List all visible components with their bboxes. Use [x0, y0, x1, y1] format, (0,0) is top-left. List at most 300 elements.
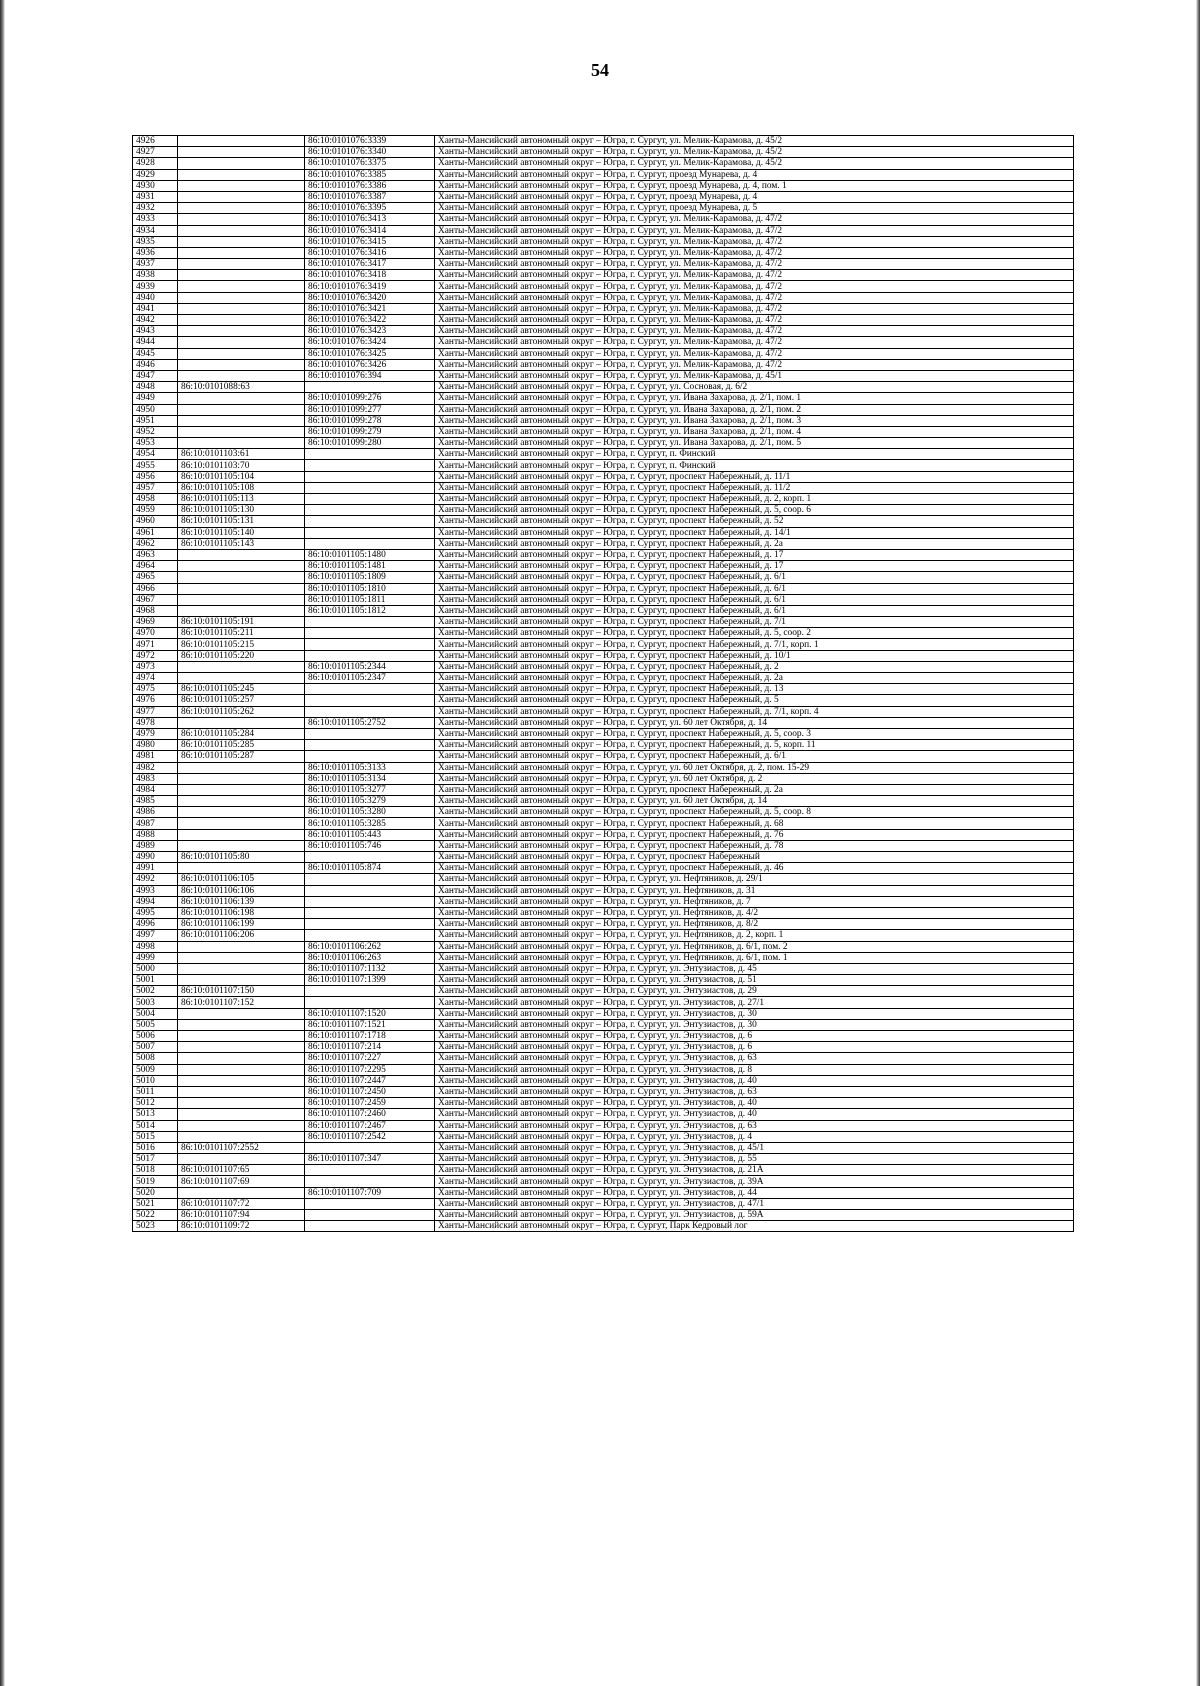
building-cadastral-number-cell: 86:10:0101105:3279: [305, 796, 435, 807]
address-cell: Ханты-Мансийский автономный округ – Югра, г. Сургут, ул. Нефтяников, д. 7: [435, 896, 1074, 907]
building-cadastral-number-cell: 86:10:0101107:2447: [305, 1075, 435, 1086]
address-cell: Ханты-Мансийский автономный округ – Югра, г. Сургут, проспект Набережный, д. 6/1: [435, 605, 1074, 616]
row-number-cell: 4949: [133, 393, 178, 404]
address-cell: Ханты-Мансийский автономный округ – Югра, г. Сургут, ул. Энтузиастов, д. 21А: [435, 1165, 1074, 1176]
land-cadastral-number-cell: [178, 158, 305, 169]
table-row: [133, 1031, 1074, 1042]
building-cadastral-number-cell: 86:10:0101107:214: [305, 1042, 435, 1053]
table-row: [133, 572, 1074, 583]
address-cell: Ханты-Мансийский автономный округ – Югра, г. Сургут, ул. Энтузиастов, д. 63: [435, 1053, 1074, 1064]
row-number-cell: 5007: [133, 1042, 178, 1053]
address-cell: Ханты-Мансийский автономный округ – Югра, г. Сургут, ул. Энтузиастов, д. 45/1: [435, 1142, 1074, 1153]
address-cell: Ханты-Мансийский автономный округ – Югра, г. Сургут, ул. Энтузиастов, д. 30: [435, 1019, 1074, 1030]
address-cell: Ханты-Мансийский автономный округ – Югра, г. Сургут, проспект Набережный: [435, 852, 1074, 863]
address-cell: Ханты-Мансийский автономный округ – Югра, г. Сургут, проспект Набережный, д. 17: [435, 561, 1074, 572]
address-cell: Ханты-Мансийский автономный округ – Югра, г. Сургут, проспект Набережный, д. 11/1: [435, 471, 1074, 482]
land-cadastral-number-cell: [178, 807, 305, 818]
building-cadastral-number-cell: 86:10:0101105:3280: [305, 807, 435, 818]
address-cell: Ханты-Мансийский автономный округ – Югра, г. Сургут, проспект Набережный, д. 10/1: [435, 650, 1074, 661]
building-cadastral-number-cell: 86:10:0101105:2347: [305, 673, 435, 684]
land-cadastral-number-cell: [178, 1098, 305, 1109]
land-cadastral-number-cell: 86:10:0101105:108: [178, 482, 305, 493]
land-cadastral-number-cell: 86:10:0101106:106: [178, 885, 305, 896]
address-cell: Ханты-Мансийский автономный округ – Югра, г. Сургут, ул. Мелик-Карамова, д. 45/1: [435, 370, 1074, 381]
table-row: [133, 337, 1074, 348]
land-cadastral-number-cell: 86:10:0101105:104: [178, 471, 305, 482]
table-row: [133, 1008, 1074, 1019]
address-cell: Ханты-Мансийский автономный округ – Югра, г. Сургут, проспект Набережный, д. 17: [435, 549, 1074, 560]
building-cadastral-number-cell: 86:10:0101076:3421: [305, 303, 435, 314]
building-cadastral-number-cell: 86:10:0101107:1132: [305, 963, 435, 974]
row-number-cell: 5015: [133, 1131, 178, 1142]
table-row: [133, 326, 1074, 337]
land-cadastral-number-cell: [178, 717, 305, 728]
building-cadastral-number-cell: 86:10:0101105:1812: [305, 605, 435, 616]
building-cadastral-number-cell: 86:10:0101076:3413: [305, 214, 435, 225]
land-cadastral-number-cell: [178, 1154, 305, 1165]
land-cadastral-number-cell: [178, 762, 305, 773]
building-cadastral-number-cell: 86:10:0101076:3387: [305, 191, 435, 202]
row-number-cell: 4958: [133, 494, 178, 505]
building-cadastral-number-cell: [305, 728, 435, 739]
address-cell: Ханты-Мансийский автономный округ – Югра, г. Сургут, ул. Нефтяников, д. 29/1: [435, 874, 1074, 885]
building-cadastral-number-cell: [305, 1176, 435, 1187]
table-row: [133, 482, 1074, 493]
row-number-cell: 4987: [133, 818, 178, 829]
address-cell: Ханты-Мансийский автономный округ – Югра, г. Сургут, ул. Энтузиастов, д. 8: [435, 1064, 1074, 1075]
table-row: [133, 650, 1074, 661]
land-cadastral-number-cell: 86:10:0101105:220: [178, 650, 305, 661]
row-number-cell: 4970: [133, 628, 178, 639]
table-row: [133, 191, 1074, 202]
building-cadastral-number-cell: [305, 896, 435, 907]
row-number-cell: 5019: [133, 1176, 178, 1187]
table-row: [133, 874, 1074, 885]
land-cadastral-number-cell: [178, 941, 305, 952]
land-cadastral-number-cell: 86:10:0101107:152: [178, 997, 305, 1008]
table-row: [133, 907, 1074, 918]
building-cadastral-number-cell: [305, 1210, 435, 1221]
land-cadastral-number-cell: [178, 1109, 305, 1120]
table-row: [133, 549, 1074, 560]
row-number-cell: 4937: [133, 259, 178, 270]
table-row: [133, 270, 1074, 281]
row-number-cell: 4974: [133, 673, 178, 684]
row-number-cell: 4968: [133, 605, 178, 616]
land-cadastral-number-cell: 86:10:0101109:72: [178, 1221, 305, 1232]
row-number-cell: 5018: [133, 1165, 178, 1176]
building-cadastral-number-cell: [305, 919, 435, 930]
table-row: [133, 281, 1074, 292]
row-number-cell: 4985: [133, 796, 178, 807]
building-cadastral-number-cell: [305, 885, 435, 896]
table-row: [133, 617, 1074, 628]
land-cadastral-number-cell: 86:10:0101105:257: [178, 695, 305, 706]
address-cell: Ханты-Мансийский автономный округ – Югра, г. Сургут, проспект Набережный, д. 6/1: [435, 583, 1074, 594]
building-cadastral-number-cell: 86:10:0101076:3415: [305, 236, 435, 247]
table-row: [133, 628, 1074, 639]
row-number-cell: 4961: [133, 527, 178, 538]
address-cell: Ханты-Мансийский автономный округ – Югра, г. Сургут, Парк Кедровый лог: [435, 1221, 1074, 1232]
row-number-cell: 4939: [133, 281, 178, 292]
land-cadastral-number-cell: [178, 214, 305, 225]
building-cadastral-number-cell: 86:10:0101105:3285: [305, 818, 435, 829]
land-cadastral-number-cell: [178, 415, 305, 426]
building-cadastral-number-cell: [305, 460, 435, 471]
building-cadastral-number-cell: 86:10:0101106:262: [305, 941, 435, 952]
row-number-cell: 4932: [133, 203, 178, 214]
building-cadastral-number-cell: 86:10:0101105:3134: [305, 773, 435, 784]
row-number-cell: 5014: [133, 1120, 178, 1131]
row-number-cell: 4972: [133, 650, 178, 661]
land-cadastral-number-cell: 86:10:0101107:69: [178, 1176, 305, 1187]
building-cadastral-number-cell: 86:10:0101107:1520: [305, 1008, 435, 1019]
row-number-cell: 4956: [133, 471, 178, 482]
building-cadastral-number-cell: [305, 695, 435, 706]
land-cadastral-number-cell: 86:10:0101107:72: [178, 1198, 305, 1209]
address-cell: Ханты-Мансийский автономный округ – Югра, г. Сургут, ул. Мелик-Карамова, д. 47/2: [435, 292, 1074, 303]
land-cadastral-number-cell: [178, 818, 305, 829]
address-cell: Ханты-Мансийский автономный округ – Югра, г. Сургут, ул. Энтузиастов, д. 40: [435, 1109, 1074, 1120]
row-number-cell: 4992: [133, 874, 178, 885]
row-number-cell: 4948: [133, 382, 178, 393]
address-cell: Ханты-Мансийский автономный округ – Югра, г. Сургут, ул. Мелик-Карамова, д. 47/2: [435, 348, 1074, 359]
address-cell: Ханты-Мансийский автономный округ – Югра, г. Сургут, ул. Нефтяников, д. 31: [435, 885, 1074, 896]
row-number-cell: 5000: [133, 963, 178, 974]
table-row: [133, 605, 1074, 616]
building-cadastral-number-cell: 86:10:0101105:1481: [305, 561, 435, 572]
building-cadastral-number-cell: 86:10:0101099:276: [305, 393, 435, 404]
land-cadastral-number-cell: [178, 326, 305, 337]
building-cadastral-number-cell: 86:10:0101107:2295: [305, 1064, 435, 1075]
row-number-cell: 4997: [133, 930, 178, 941]
table-row: [133, 1042, 1074, 1053]
building-cadastral-number-cell: 86:10:0101076:3425: [305, 348, 435, 359]
row-number-cell: 4969: [133, 617, 178, 628]
building-cadastral-number-cell: 86:10:0101076:3417: [305, 259, 435, 270]
land-cadastral-number-cell: [178, 840, 305, 851]
table-row: [133, 1142, 1074, 1153]
land-cadastral-number-cell: [178, 438, 305, 449]
table-row: [133, 449, 1074, 460]
building-cadastral-number-cell: 86:10:0101105:746: [305, 840, 435, 851]
row-number-cell: 4996: [133, 919, 178, 930]
land-cadastral-number-cell: [178, 661, 305, 672]
row-number-cell: 4943: [133, 326, 178, 337]
address-cell: Ханты-Мансийский автономный округ – Югра, г. Сургут, проезд Мунарева, д. 4, пом. 1: [435, 180, 1074, 191]
land-cadastral-number-cell: 86:10:0101106:139: [178, 896, 305, 907]
building-cadastral-number-cell: [305, 997, 435, 1008]
table-row: [133, 751, 1074, 762]
table-row: [133, 292, 1074, 303]
building-cadastral-number-cell: [305, 751, 435, 762]
table-row: [133, 784, 1074, 795]
address-cell: Ханты-Мансийский автономный округ – Югра, г. Сургут, ул. Энтузиастов, д. 29: [435, 986, 1074, 997]
table-row: [133, 941, 1074, 952]
table-row: [133, 158, 1074, 169]
land-cadastral-number-cell: [178, 784, 305, 795]
row-number-cell: 5016: [133, 1142, 178, 1153]
building-cadastral-number-cell: 86:10:0101107:347: [305, 1154, 435, 1165]
address-cell: Ханты-Мансийский автономный округ – Югра, г. Сургут, ул. Энтузиастов, д. 6: [435, 1042, 1074, 1053]
land-cadastral-number-cell: [178, 1031, 305, 1042]
address-cell: Ханты-Мансийский автономный округ – Югра, г. Сургут, ул. Мелик-Карамова, д. 47/2: [435, 281, 1074, 292]
table-row: [133, 986, 1074, 997]
row-number-cell: 5001: [133, 975, 178, 986]
table-row: [133, 1198, 1074, 1209]
row-number-cell: 4945: [133, 348, 178, 359]
address-cell: Ханты-Мансийский автономный округ – Югра, г. Сургут, п. Финский: [435, 449, 1074, 460]
land-cadastral-number-cell: [178, 292, 305, 303]
row-number-cell: 4994: [133, 896, 178, 907]
land-cadastral-number-cell: [178, 259, 305, 270]
land-cadastral-number-cell: [178, 863, 305, 874]
row-number-cell: 5005: [133, 1019, 178, 1030]
row-number-cell: 4964: [133, 561, 178, 572]
row-number-cell: 4981: [133, 751, 178, 762]
land-cadastral-number-cell: 86:10:0101107:94: [178, 1210, 305, 1221]
address-cell: Ханты-Мансийский автономный округ – Югра, г. Сургут, ул. 60 лет Октября, д. 14: [435, 717, 1074, 728]
page-number: 54: [591, 60, 609, 80]
address-cell: Ханты-Мансийский автономный округ – Югра, г. Сургут, ул. Энтузиастов, д. 47/1: [435, 1198, 1074, 1209]
table-row: [133, 404, 1074, 415]
row-number-cell: 4950: [133, 404, 178, 415]
land-cadastral-number-cell: 86:10:0101106:199: [178, 919, 305, 930]
building-cadastral-number-cell: [305, 986, 435, 997]
table-row: [133, 896, 1074, 907]
address-cell: Ханты-Мансийский автономный округ – Югра, г. Сургут, ул. 60 лет Октября, д. 2, пом. 15-29: [435, 762, 1074, 773]
row-number-cell: 4942: [133, 315, 178, 326]
land-cadastral-number-cell: 86:10:0101105:113: [178, 494, 305, 505]
row-number-cell: 4993: [133, 885, 178, 896]
building-cadastral-number-cell: 86:10:0101105:443: [305, 829, 435, 840]
building-cadastral-number-cell: [305, 1198, 435, 1209]
address-cell: Ханты-Мансийский автономный округ – Югра, г. Сургут, проспект Набережный, д. 52: [435, 516, 1074, 527]
table-row: [133, 1176, 1074, 1187]
building-cadastral-number-cell: 86:10:0101076:3424: [305, 337, 435, 348]
table-row: [133, 393, 1074, 404]
building-cadastral-number-cell: [305, 874, 435, 885]
address-cell: Ханты-Мансийский автономный округ – Югра, г. Сургут, проспект Набережный, д. 5, соор. 3: [435, 728, 1074, 739]
table-row: [133, 1086, 1074, 1097]
row-number-cell: 5022: [133, 1210, 178, 1221]
building-cadastral-number-cell: 86:10:0101105:874: [305, 863, 435, 874]
row-number-cell: 5002: [133, 986, 178, 997]
table-row: [133, 1131, 1074, 1142]
row-number-cell: 4983: [133, 773, 178, 784]
address-cell: Ханты-Мансийский автономный округ – Югра, г. Сургут, ул. Мелик-Карамова, д. 45/2: [435, 147, 1074, 158]
table-row: [133, 348, 1074, 359]
row-number-cell: 4973: [133, 661, 178, 672]
address-cell: Ханты-Мансийский автономный округ – Югра, г. Сургут, ул. Энтузиастов, д. 6: [435, 1031, 1074, 1042]
row-number-cell: 5003: [133, 997, 178, 1008]
address-cell: Ханты-Мансийский автономный округ – Югра, г. Сургут, ул. Энтузиастов, д. 63: [435, 1086, 1074, 1097]
land-cadastral-number-cell: 86:10:0101105:130: [178, 505, 305, 516]
table-row: [133, 1109, 1074, 1120]
land-cadastral-number-cell: [178, 1053, 305, 1064]
land-cadastral-number-cell: [178, 1019, 305, 1030]
table-row: [133, 1221, 1074, 1232]
table-row: [133, 505, 1074, 516]
row-number-cell: 5011: [133, 1086, 178, 1097]
table-row: [133, 494, 1074, 505]
address-cell: Ханты-Мансийский автономный округ – Югра, г. Сургут, ул. Мелик-Карамова, д. 47/2: [435, 315, 1074, 326]
table-row: [133, 561, 1074, 572]
land-cadastral-number-cell: [178, 426, 305, 437]
row-number-cell: 5008: [133, 1053, 178, 1064]
address-cell: Ханты-Мансийский автономный округ – Югра, г. Сургут, ул. Мелик-Карамова, д. 47/2: [435, 236, 1074, 247]
address-cell: Ханты-Мансийский автономный округ – Югра, г. Сургут, проспект Набережный, д. 7/1, корп. 1: [435, 639, 1074, 650]
building-cadastral-number-cell: 86:10:0101105:3133: [305, 762, 435, 773]
land-cadastral-number-cell: [178, 236, 305, 247]
table-row: [133, 471, 1074, 482]
land-cadastral-number-cell: 86:10:0101103:61: [178, 449, 305, 460]
land-cadastral-number-cell: 86:10:0101107:65: [178, 1165, 305, 1176]
row-number-cell: 4944: [133, 337, 178, 348]
address-cell: Ханты-Мансийский автономный округ – Югра, г. Сургут, ул. Мелик-Карамова, д. 47/2: [435, 225, 1074, 236]
registry-table-body: [133, 136, 1074, 1232]
address-cell: Ханты-Мансийский автономный округ – Югра, г. Сургут, проспект Набережный, д. 46: [435, 863, 1074, 874]
building-cadastral-number-cell: 86:10:0101076:3340: [305, 147, 435, 158]
row-number-cell: 4929: [133, 169, 178, 180]
land-cadastral-number-cell: [178, 247, 305, 258]
building-cadastral-number-cell: [305, 684, 435, 695]
building-cadastral-number-cell: [305, 1165, 435, 1176]
address-cell: Ханты-Мансийский автономный округ – Югра, г. Сургут, ул. Мелик-Карамова, д. 45/2: [435, 158, 1074, 169]
row-number-cell: 4941: [133, 303, 178, 314]
land-cadastral-number-cell: [178, 796, 305, 807]
address-cell: Ханты-Мансийский автономный округ – Югра, г. Сургут, проспект Набережный, д. 76: [435, 829, 1074, 840]
land-cadastral-number-cell: [178, 136, 305, 147]
building-cadastral-number-cell: 86:10:0101076:3385: [305, 169, 435, 180]
table-row: [133, 236, 1074, 247]
table-row: [133, 829, 1074, 840]
table-row: [133, 740, 1074, 751]
building-cadastral-number-cell: 86:10:0101076:394: [305, 370, 435, 381]
land-cadastral-number-cell: 86:10:0101105:285: [178, 740, 305, 751]
land-cadastral-number-cell: [178, 393, 305, 404]
address-cell: Ханты-Мансийский автономный округ – Югра, г. Сургут, проспект Набережный, д. 2: [435, 661, 1074, 672]
table-row: [133, 247, 1074, 258]
building-cadastral-number-cell: 86:10:0101105:1811: [305, 594, 435, 605]
land-cadastral-number-cell: [178, 180, 305, 191]
land-cadastral-number-cell: [178, 605, 305, 616]
table-row: [133, 975, 1074, 986]
table-row: [133, 169, 1074, 180]
building-cadastral-number-cell: 86:10:0101107:1718: [305, 1031, 435, 1042]
table-row: [133, 538, 1074, 549]
row-number-cell: 4927: [133, 147, 178, 158]
row-number-cell: 5017: [133, 1154, 178, 1165]
table-row: [133, 807, 1074, 818]
address-cell: Ханты-Мансийский автономный округ – Югра, г. Сургут, проспект Набережный, д. 5, корп. 11: [435, 740, 1074, 751]
table-row: [133, 225, 1074, 236]
building-cadastral-number-cell: 86:10:0101099:278: [305, 415, 435, 426]
building-cadastral-number-cell: 86:10:0101105:2752: [305, 717, 435, 728]
building-cadastral-number-cell: [305, 527, 435, 538]
table-row: [133, 315, 1074, 326]
building-cadastral-number-cell: 86:10:0101107:2460: [305, 1109, 435, 1120]
table-row: [133, 1187, 1074, 1198]
table-row: [133, 359, 1074, 370]
row-number-cell: 4960: [133, 516, 178, 527]
scan-edge-right: [1196, 0, 1200, 1686]
table-row: [133, 863, 1074, 874]
address-cell: Ханты-Мансийский автономный округ – Югра, г. Сургут, проспект Набережный, д. 2а: [435, 784, 1074, 795]
land-cadastral-number-cell: 86:10:0101105:211: [178, 628, 305, 639]
land-cadastral-number-cell: 86:10:0101105:80: [178, 852, 305, 863]
table-row: [133, 583, 1074, 594]
row-number-cell: 4947: [133, 370, 178, 381]
building-cadastral-number-cell: [305, 516, 435, 527]
row-number-cell: 4959: [133, 505, 178, 516]
building-cadastral-number-cell: [305, 382, 435, 393]
table-row: [133, 1098, 1074, 1109]
cadastral-registry-table: [132, 135, 1074, 1232]
table-row: [133, 1075, 1074, 1086]
land-cadastral-number-cell: [178, 975, 305, 986]
building-cadastral-number-cell: [305, 617, 435, 628]
building-cadastral-number-cell: 86:10:0101107:2459: [305, 1098, 435, 1109]
table-row: [133, 706, 1074, 717]
land-cadastral-number-cell: 86:10:0101105:215: [178, 639, 305, 650]
land-cadastral-number-cell: 86:10:0101106:105: [178, 874, 305, 885]
land-cadastral-number-cell: [178, 773, 305, 784]
row-number-cell: 5012: [133, 1098, 178, 1109]
building-cadastral-number-cell: 86:10:0101105:2344: [305, 661, 435, 672]
building-cadastral-number-cell: [305, 650, 435, 661]
land-cadastral-number-cell: [178, 549, 305, 560]
land-cadastral-number-cell: [178, 1086, 305, 1097]
land-cadastral-number-cell: [178, 147, 305, 158]
address-cell: Ханты-Мансийский автономный округ – Югра, г. Сургут, ул. Ивана Захарова, д. 2/1, пом. 3: [435, 415, 1074, 426]
row-number-cell: 4966: [133, 583, 178, 594]
building-cadastral-number-cell: 86:10:0101107:1399: [305, 975, 435, 986]
land-cadastral-number-cell: [178, 404, 305, 415]
table-row: [133, 963, 1074, 974]
address-cell: Ханты-Мансийский автономный округ – Югра, г. Сургут, ул. Энтузиастов, д. 59А: [435, 1210, 1074, 1221]
land-cadastral-number-cell: 86:10:0101105:284: [178, 728, 305, 739]
building-cadastral-number-cell: [305, 907, 435, 918]
address-cell: Ханты-Мансийский автономный округ – Югра, г. Сургут, ул. Мелик-Карамова, д. 47/2: [435, 337, 1074, 348]
building-cadastral-number-cell: [305, 639, 435, 650]
building-cadastral-number-cell: [305, 471, 435, 482]
building-cadastral-number-cell: [305, 1221, 435, 1232]
row-number-cell: 4989: [133, 840, 178, 851]
land-cadastral-number-cell: [178, 359, 305, 370]
row-number-cell: 4980: [133, 740, 178, 751]
address-cell: Ханты-Мансийский автономный округ – Югра, г. Сургут, ул. Мелик-Карамова, д. 47/2: [435, 326, 1074, 337]
row-number-cell: 5006: [133, 1031, 178, 1042]
row-number-cell: 4935: [133, 236, 178, 247]
table-row: [133, 1165, 1074, 1176]
address-cell: Ханты-Мансийский автономный округ – Югра, г. Сургут, ул. Энтузиастов, д. 4: [435, 1131, 1074, 1142]
address-cell: Ханты-Мансийский автономный округ – Югра, г. Сургут, ул. 60 лет Октября, д. 2: [435, 773, 1074, 784]
table-row: [133, 1120, 1074, 1131]
row-number-cell: 4928: [133, 158, 178, 169]
table-row: [133, 382, 1074, 393]
table-row: [133, 415, 1074, 426]
land-cadastral-number-cell: [178, 337, 305, 348]
row-number-cell: 4976: [133, 695, 178, 706]
land-cadastral-number-cell: [178, 281, 305, 292]
address-cell: Ханты-Мансийский автономный округ – Югра, г. Сургут, ул. Нефтяников, д. 4/2: [435, 907, 1074, 918]
building-cadastral-number-cell: 86:10:0101076:3339: [305, 136, 435, 147]
row-number-cell: 4975: [133, 684, 178, 695]
address-cell: Ханты-Мансийский автономный округ – Югра, г. Сургут, ул. 60 лет Октября, д. 14: [435, 796, 1074, 807]
land-cadastral-number-cell: [178, 829, 305, 840]
table-row: [133, 460, 1074, 471]
